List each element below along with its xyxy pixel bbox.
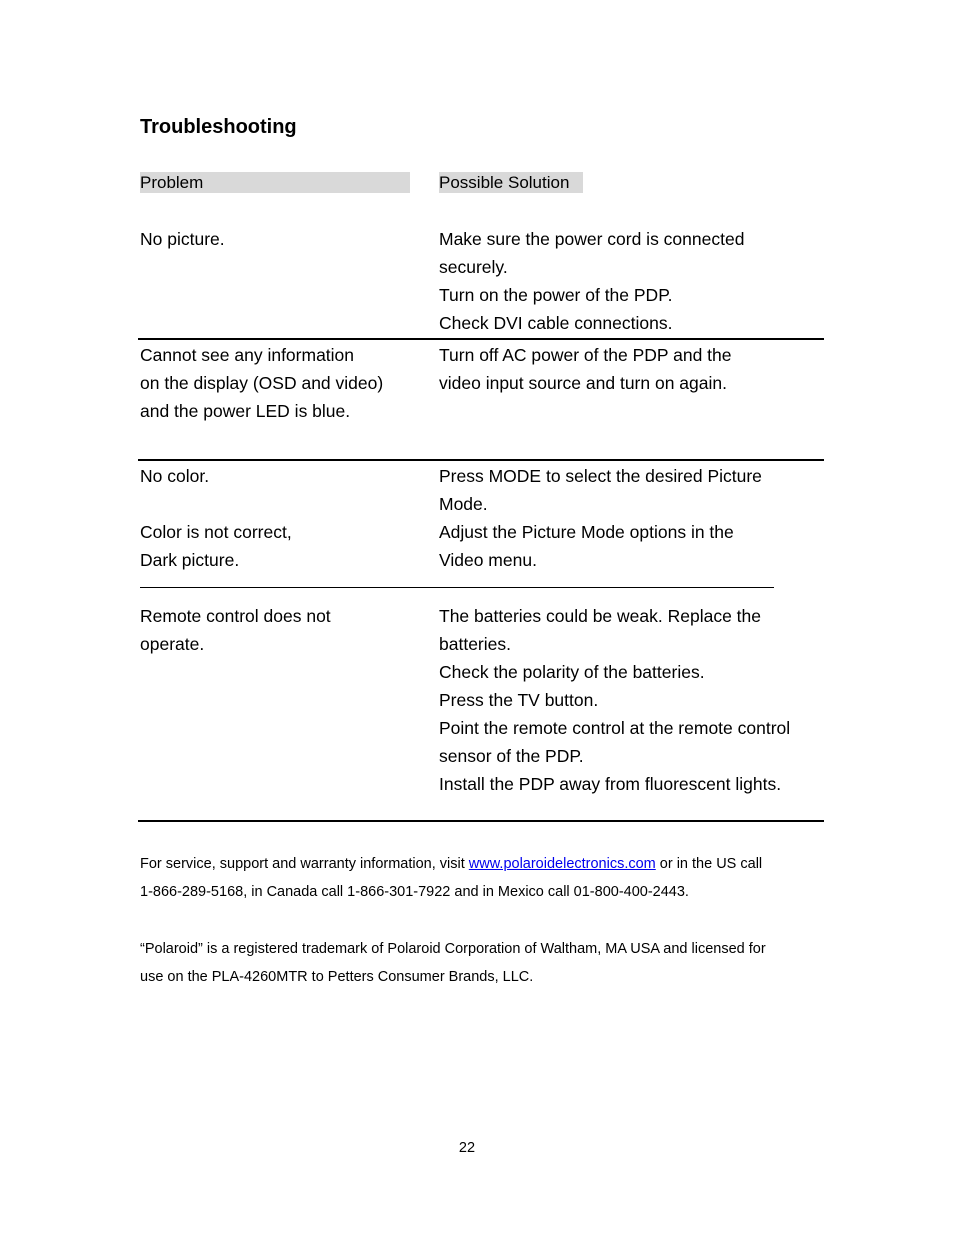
page-title: Troubleshooting [140, 116, 297, 138]
row-1-solution-line: securely. [439, 257, 508, 277]
service-note-line-1 [140, 850, 820, 878]
website-link[interactable]: www.polaroidelectronics.com [468, 856, 656, 872]
row-3-solution-line: Mode. [439, 494, 488, 514]
row-3-solution [439, 462, 762, 574]
row-4-solution [439, 602, 790, 798]
row-2-problem [140, 341, 383, 425]
underscore-divider [140, 587, 774, 588]
row-3-problem-line: No color. [140, 466, 210, 486]
service-note-text: For service, support and warranty information, visit [140, 856, 469, 872]
trademark-note [140, 935, 820, 991]
trademark-note-line-2: use on the PLA-4260MTR to Petters Consumer Brands, LLC. [140, 969, 534, 985]
row-2-problem-line: on the display (OSD and video) [140, 373, 384, 393]
row-3-problem-line [140, 490, 292, 518]
row-1-problem-line: No picture. [140, 229, 225, 249]
page-number: 22 [458, 1140, 476, 1156]
row-2-solution-line: video input source and turn on again. [439, 373, 727, 393]
row-3-problem [140, 462, 292, 574]
table-row-divider [138, 459, 824, 461]
row-3-problem-line: Color is not correct, [140, 522, 292, 542]
row-2-solution-line: Turn off AC power of the PDP and the [439, 345, 732, 365]
table-row-divider [138, 338, 824, 340]
header-solution: Possible Solution [439, 173, 570, 192]
row-3-solution-line: Adjust the Picture Mode options in the [439, 522, 734, 542]
trademark-note-line-1: “Polaroid” is a registered trademark of Polaroid Corporation of Waltham, MA USA and licensed for [140, 941, 766, 957]
service-note-text: or in the US call [655, 856, 763, 872]
row-1-problem [140, 225, 225, 253]
row-4-problem [140, 602, 331, 658]
row-1-solution-line: Check DVI cable connections. [439, 313, 673, 333]
row-4-solution-line: The batteries could be weak. Replace the [439, 606, 761, 626]
row-2-problem-line: and the power LED is blue. [140, 401, 351, 421]
row-1-solution [439, 225, 744, 337]
row-4-solution-line: batteries. [439, 634, 511, 654]
row-3-solution-line: Press MODE to select the desired Picture [439, 466, 762, 486]
row-3-problem-line: Dark picture. [140, 550, 240, 570]
row-4-solution-line: Check the polarity of the batteries. [439, 662, 705, 682]
row-2-problem-line: Cannot see any information [140, 345, 355, 365]
row-3-solution-line: Video menu. [439, 550, 537, 570]
row-1-solution-line: Make sure the power cord is connected [439, 229, 745, 249]
row-4-problem-line: Remote control does not [140, 606, 331, 626]
row-4-solution-line: Point the remote control at the remote control [439, 718, 791, 738]
row-4-problem-line: operate. [140, 634, 205, 654]
service-note [140, 850, 820, 906]
row-4-solution-line: Install the PDP away from fluorescent lights. [439, 774, 782, 794]
service-note-line-2: 1-866-289-5168, in Canada call 1-866-301-7922 and in Mexico call 01-800-400-2443. [140, 884, 689, 900]
header-problem: Problem [140, 173, 204, 192]
row-2-solution [439, 341, 732, 397]
table-bottom-rule [138, 820, 824, 822]
row-4-solution-line: sensor of the PDP. [439, 746, 584, 766]
row-4-solution-line: Press the TV button. [439, 690, 599, 710]
row-1-solution-line: Turn on the power of the PDP. [439, 285, 673, 305]
